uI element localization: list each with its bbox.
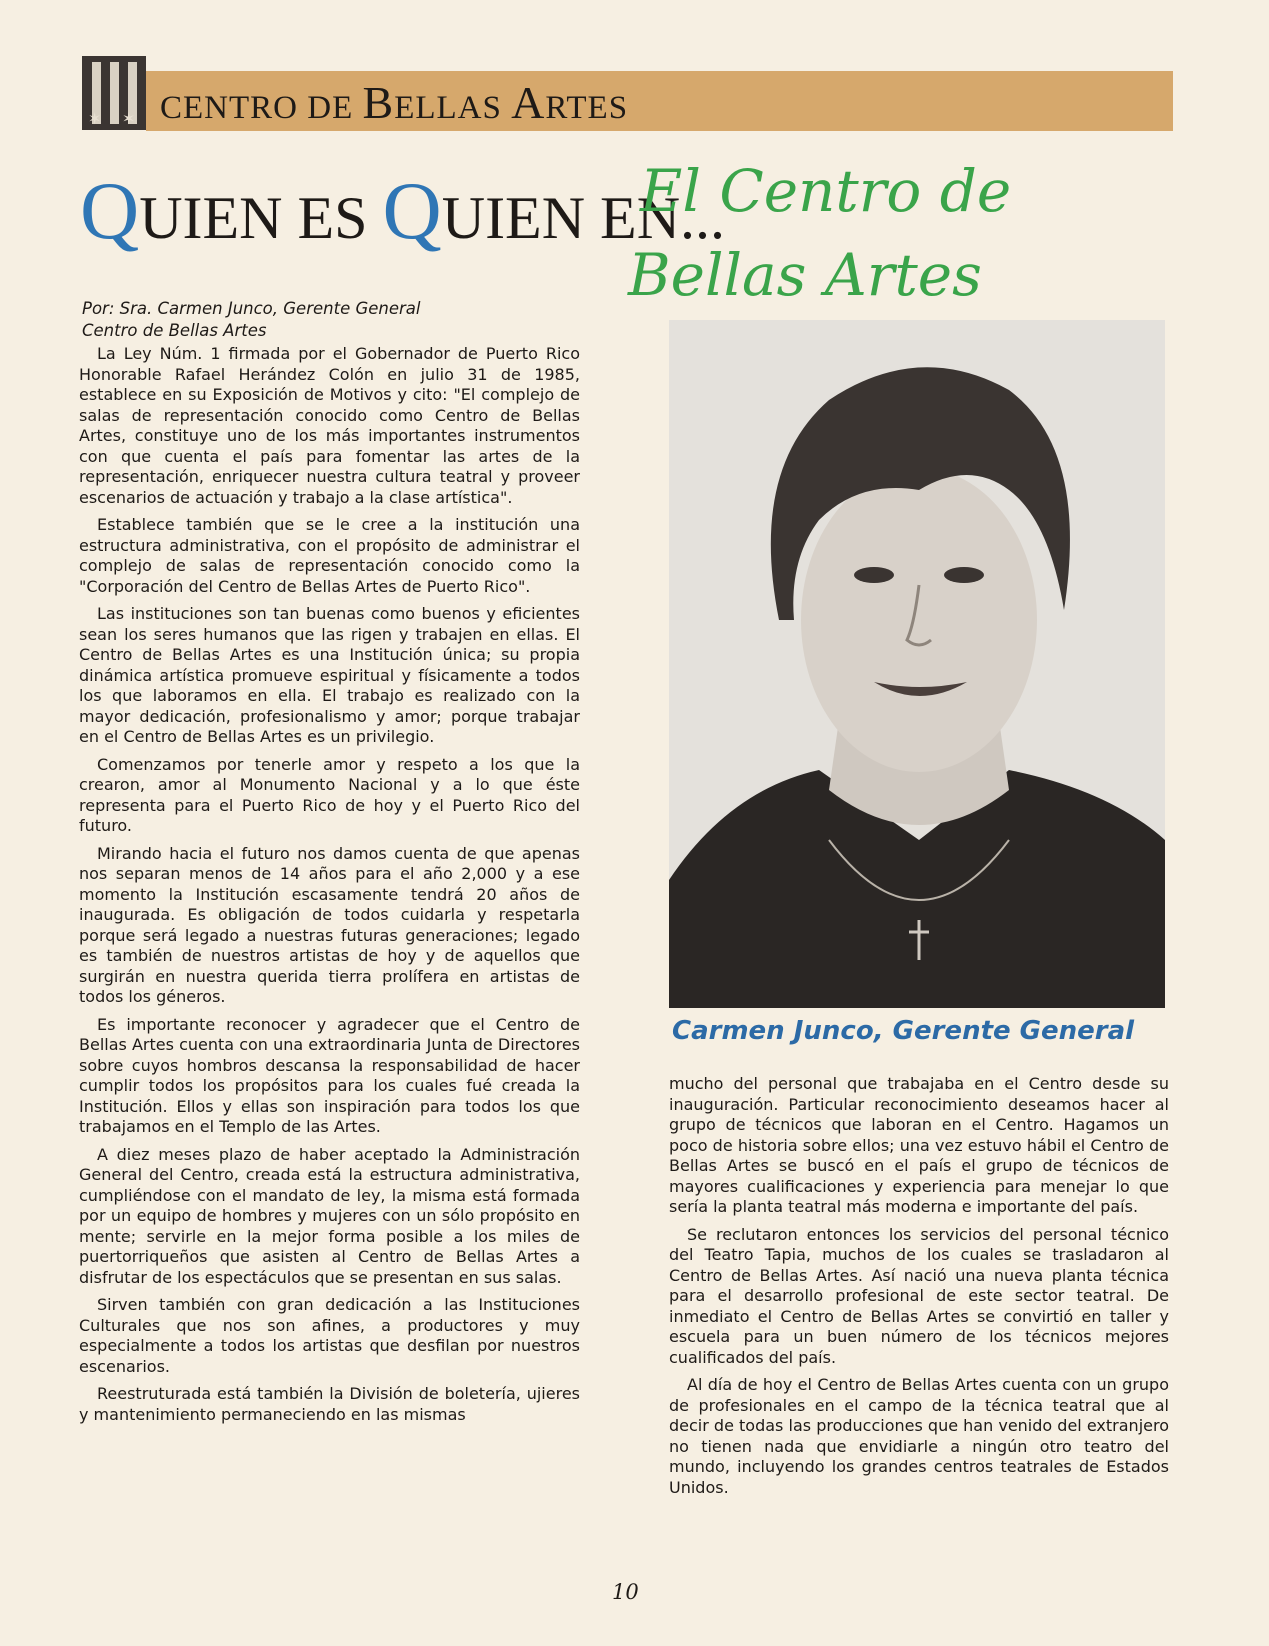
paragraph: Es importante reconocer y agradecer que el Centro de Bellas Artes cuenta con una extraordinaria Junta de Directores sobre cuyos hombros descansa la responsabilidad de hacer cumplir todos los propósitos para los cuales fué creada la Institución. Ellos y ellas son inspiración para todos los que trabajamos en el Templo de las Artes. xyxy=(79,1014,580,1136)
dancer-figure-icon: ✶ xyxy=(88,109,102,128)
paragraph: Reestruturada está también la División de boletería, ujieres y mantenimiento permaneciendo en las mismas xyxy=(79,1384,580,1424)
page-number: 10 xyxy=(612,1580,639,1604)
logo-bar xyxy=(110,62,119,124)
paragraph: Se reclutaron entonces los servicios del personal técnico del Teatro Tapia, muchos de los cuales se trasladaron al Centro de Bellas Artes. Así nació una nueva planta técnica para el desarrollo profesional de este sector teatral. De inmediato el Centro de Bellas Artes se convirtió en taller y escuela para un buen número de los técnicos mejores cualificados del país. xyxy=(669,1224,1169,1367)
headline-initial: Q xyxy=(382,165,442,256)
article-column-left xyxy=(79,344,580,1432)
portrait-illustration xyxy=(669,320,1165,1008)
section-title-part: CENTRO DE xyxy=(160,90,363,126)
section-title-part: RTES xyxy=(545,90,629,126)
headline xyxy=(80,165,726,256)
portrait-photo xyxy=(669,320,1165,1008)
headline-initial: Q xyxy=(80,165,140,256)
headline-script-line-1: El Centro de xyxy=(640,157,1012,225)
paragraph: Sirven también con gran dedicación a las Instituciones Culturales que nos son afines, a productores y muy especialmente a todos los artistas que desfilan por nuestros escenarios. xyxy=(79,1295,580,1376)
section-title xyxy=(160,77,629,128)
paragraph: Al día de hoy el Centro de Bellas Artes cuenta con un grupo de profesionales en el campo de la técnica teatral que al decir de todas las producciones que han venido del extranjero no tienen nada que envidiarle a ningún otro teatro del mundo, incluyendo los grandes centros teatrales de Estados Unidos. xyxy=(669,1375,1169,1497)
byline xyxy=(82,298,421,342)
article-column-right xyxy=(669,1074,1169,1505)
dancer-figure-icon: ✶ xyxy=(122,109,136,128)
headline-text: UIEN ES xyxy=(139,185,383,251)
paragraph: Comenzamos por tenerle amor y respeto a los que la crearon, amor al Monumento Nacional y a lo que éste representa para el Puerto Rico de hoy y el Puerto Rico del futuro. xyxy=(79,754,580,835)
byline-author: Por: Sra. Carmen Junco, Gerente General xyxy=(82,299,421,318)
paragraph: Establece también que se le cree a la institución una estructura administrativa, con el propósito de administrar el complejo de salas de representación conocido como la "Corporación del Centro de Bellas Artes de Puerto Rico". xyxy=(79,515,580,596)
headline-text: UIEN EN... xyxy=(441,185,726,251)
paragraph: Las instituciones son tan buenas como buenos y eficientes sean los seres humanos que las rigen y trabajen en ellas. El Centro de Bellas Artes es una Institución única; su propia dinámica artística promueve espiritual y físicamente a todos los que laboramos en ella. El trabajo es realizado con la mayor dedicación, profesionalismo y amor; porque trabajar en el Centro de Bellas Artes es un privilegio. xyxy=(79,604,580,746)
bellas-artes-logo xyxy=(82,56,146,130)
section-title-initial: B xyxy=(362,77,395,128)
section-title-initial: A xyxy=(511,77,546,128)
paragraph: La Ley Núm. 1 firmada por el Gobernador de Puerto Rico Honorable Rafael Herández Colón en julio 31 de 1985, establece en su Exposición de Motivos y cito: "El complejo de salas de representación conocido como Centro de Bellas Artes, constituye uno de los más importantes instrumentos con que cuenta el país para fomentar las artes de la representación, enriquecer nuestra cultura teatral y proveer escenarios de actuación y trabajo a la clase artística". xyxy=(79,344,580,507)
byline-organization: Centro de Bellas Artes xyxy=(82,321,267,340)
photo-caption: Carmen Junco, Gerente General xyxy=(672,1016,1135,1046)
section-title-part: ELLAS xyxy=(394,90,512,126)
paragraph: A diez meses plazo de haber aceptado la Administración General del Centro, creada está la estructura administrativa, cumpliéndose con el mandato de ley, la misma está formada por un equipo de hombres y mujeres con un sólo propósito en mente; servirle en la mejor forma posible a los miles de puertorriqueños que asisten al Centro de Bellas Artes a disfrutar de los espectáculos que se presentan en sus salas. xyxy=(79,1144,580,1287)
headline-script-line-2: Bellas Artes xyxy=(628,241,982,309)
paragraph: Mirando hacia el futuro nos damos cuenta de que apenas nos separan menos de 14 años para el año 2,000 y a ese momento la Institución escasamente tendrá 20 años de inaugurada. Es obligación de todos cuidarla y respetarla porque será legado a nuestras futuras generaciones; legado es también de nuestros artistas de hoy y de aquellos que surgirán en nuestra querida tierra prolífera en artistas de todos los géneros. xyxy=(79,843,580,1006)
paragraph: mucho del personal que trabajaba en el Centro desde su inauguración. Particular reconocimiento deseamos hacer al grupo de técnicos que laboran en el Centro. Hagamos un poco de historia sobre ellos; una vez estuvo hábil el Centro de Bellas Artes se buscó en el país el grupo de técnicos de mayores cualificaciones y experiencia para menejar lo que sería la planta teatral más moderna e importante del país. xyxy=(669,1074,1169,1216)
